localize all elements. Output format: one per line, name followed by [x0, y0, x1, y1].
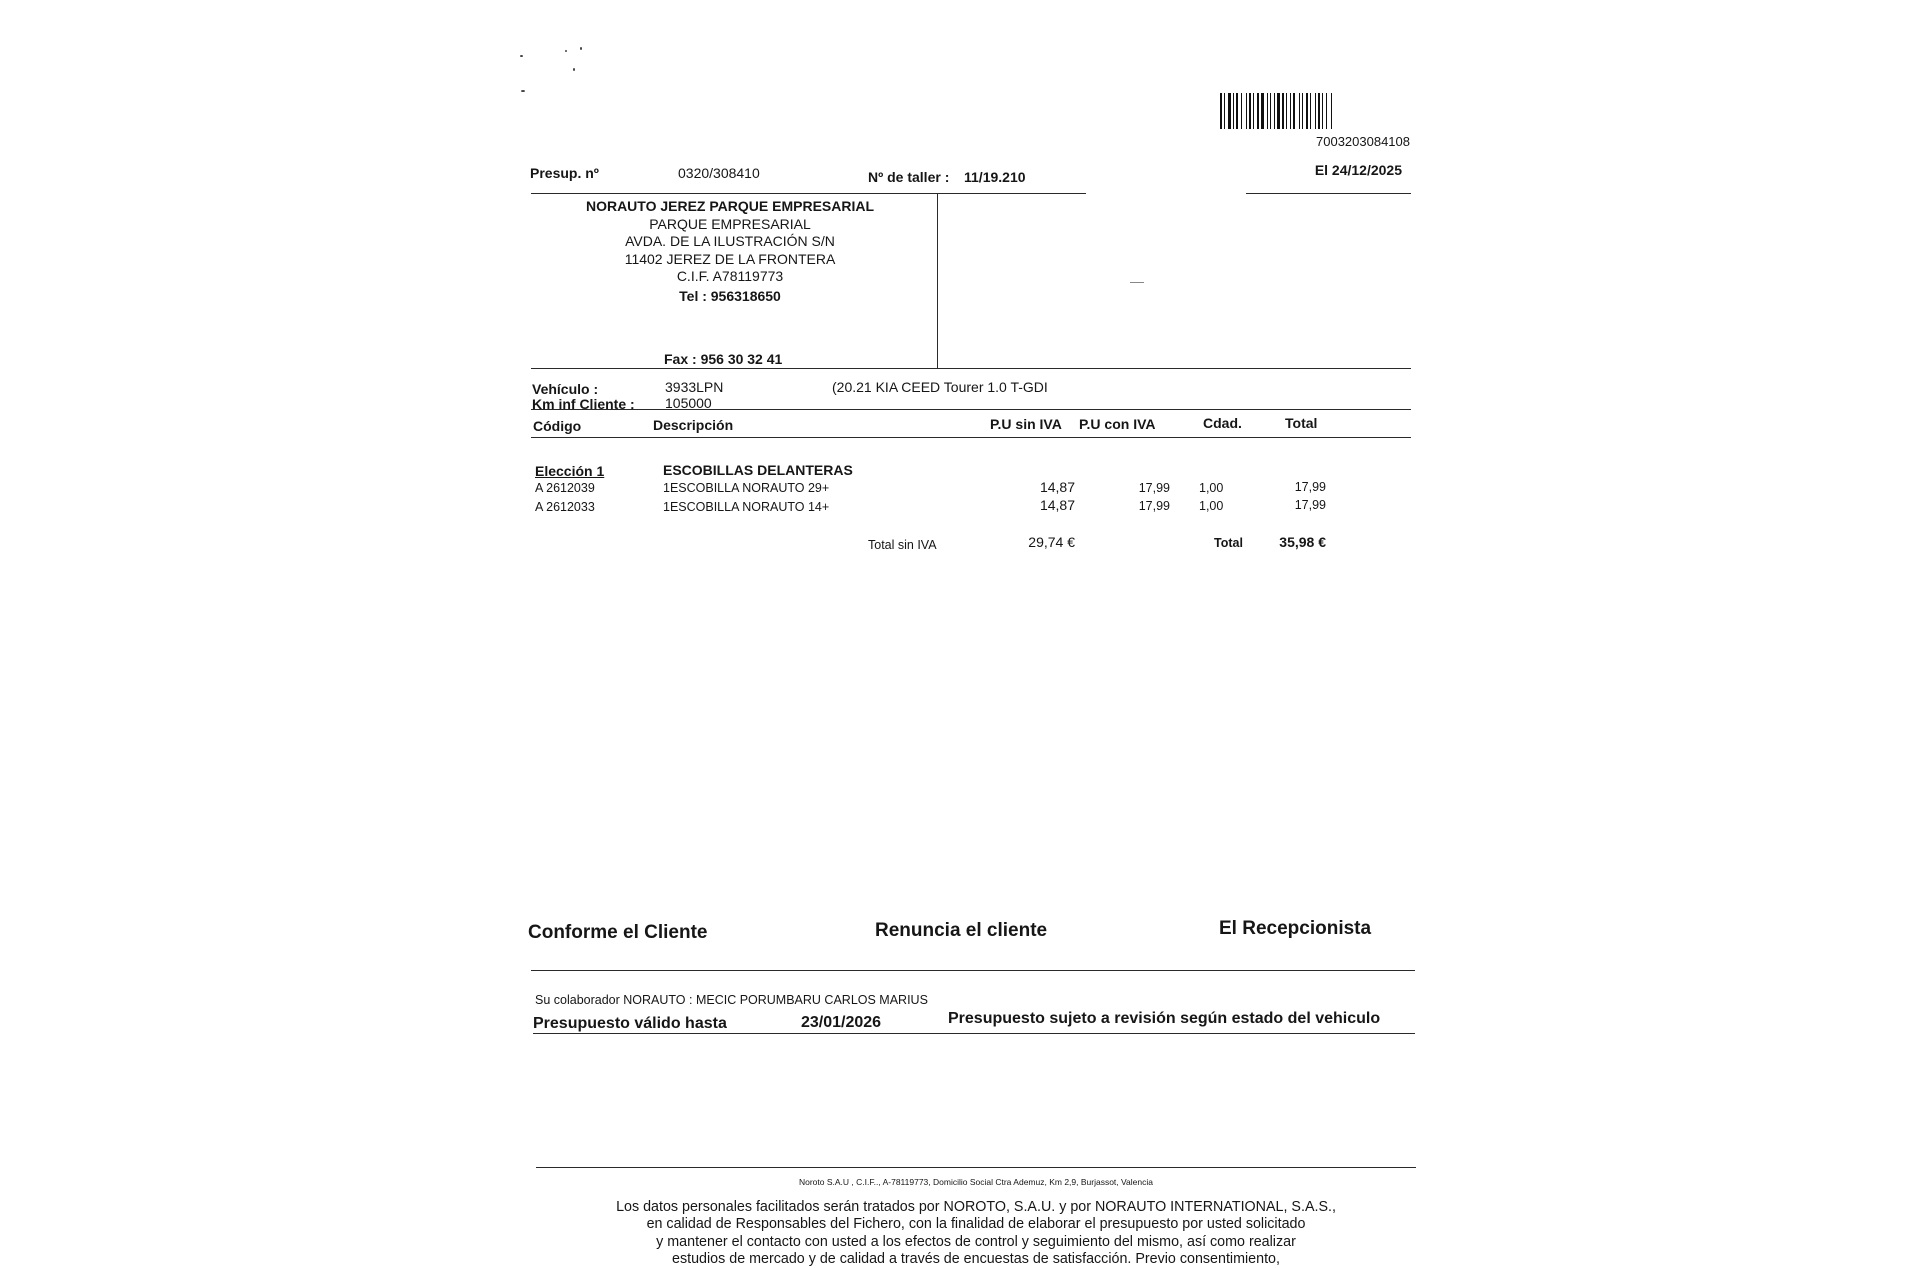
signature-rule [531, 970, 1415, 971]
barcode-bar [1282, 93, 1284, 129]
company-line2: AVDA. DE LA ILUSTRACIÓN S/N [625, 233, 835, 249]
taller-value: 11/19.210 [964, 169, 1026, 185]
barcode-bar [1302, 93, 1303, 129]
barcode-bar [1322, 93, 1323, 129]
col-pu-con: P.U con IVA [1079, 416, 1156, 432]
signature-cliente: Conforme el Cliente [528, 922, 708, 943]
row-desc: 1ESCOBILLA NORAUTO 14+ [663, 500, 830, 514]
barcode-bar [1249, 93, 1251, 129]
validity-date: 23/01/2026 [801, 1014, 882, 1031]
scan-speck [580, 47, 582, 50]
barcode-bar [1326, 93, 1327, 129]
validity-note: Presupuesto sujeto a revisión según estado del vehiculo [948, 1010, 1381, 1027]
company-line3: 11402 JEREZ DE LA FRONTERA [624, 250, 836, 267]
table-row [0, 481, 1920, 498]
barcode-bar [1331, 93, 1332, 129]
company-tel: Tel : 956318650 [679, 287, 781, 304]
barcode [1220, 93, 1410, 131]
validity-rule [533, 1033, 1415, 1034]
row-pu-sin: 14,87 [1039, 479, 1075, 495]
table-header-top-rule [531, 409, 1411, 410]
privacy-line: estudios de mercado y de calidad a través de encuestas de satisfacción. Previo consentimiento, [672, 1250, 1280, 1267]
group-title: ESCOBILLAS DELANTERAS [663, 462, 853, 478]
barcode-number: 7003203084108 [1316, 134, 1410, 149]
col-cdad: Cdad. [1203, 415, 1242, 431]
company-name: NORAUTO JEREZ PARQUE EMPRESARIAL [585, 198, 875, 214]
group-label: Elección 1 [535, 463, 605, 479]
total-sin-iva-label: Total sin IVA [868, 538, 937, 552]
company-divider [937, 193, 938, 368]
barcode-bar [1290, 93, 1291, 129]
barcode-bar [1246, 93, 1247, 129]
col-descripcion: Descripción [653, 417, 734, 433]
header-rule [531, 193, 1086, 194]
row-pu-sin: 14,87 [1039, 497, 1075, 513]
presup-value: 0320/308410 [678, 165, 760, 181]
privacy-line: Los datos personales facilitados serán tratados por NOROTO, S.A.U. y por NORAUTO INTERNATIONAL, S.A.S., [616, 1199, 1336, 1215]
company-fax: Fax : 956 30 32 41 [664, 351, 783, 367]
col-codigo: Código [533, 418, 582, 434]
signature-renuncia: Renuncia el cliente [875, 920, 1048, 941]
barcode-bar [1286, 93, 1287, 129]
scan-speck [573, 68, 575, 71]
km-label: Km inf Cliente : [532, 396, 635, 412]
scan-speck [565, 50, 567, 52]
total-label: Total [1214, 536, 1243, 550]
presup-label: Presup. nº [530, 165, 599, 181]
barcode-bar [1224, 93, 1225, 129]
barcode-bar [1277, 93, 1280, 129]
vehicle-plate: 3933LPN [665, 379, 724, 395]
scan-speck [1130, 282, 1144, 283]
row-total: 17,99 [1294, 498, 1326, 512]
header-rule-right [1246, 193, 1411, 194]
company-cif: C.I.F. A78119773 [676, 268, 784, 284]
barcode-bar [1220, 93, 1222, 129]
privacy-text [536, 1199, 1416, 1268]
barcode-bar [1241, 93, 1242, 129]
signature-recepcionista: El Recepcionista [1219, 918, 1372, 939]
row-code: A 2612039 [535, 481, 595, 495]
barcode-bar [1306, 93, 1308, 129]
barcode-bar [1257, 93, 1259, 129]
privacy-line: en calidad de Responsables del Fichero, con la finalidad de elaborar el presupuesto por usted solicitado [646, 1216, 1306, 1233]
barcode-bar [1315, 93, 1316, 129]
row-pu-con: 17,99 [1138, 499, 1170, 513]
km-value: 105000 [665, 395, 712, 411]
barcode-bar [1233, 93, 1234, 129]
vehicle-model: (20.21 KIA CEED Tourer 1.0 T-GDI [832, 379, 1048, 395]
validity-label: Presupuesto válido hasta [533, 1015, 727, 1032]
barcode-bar [1274, 93, 1275, 129]
scan-speck [521, 90, 525, 92]
footer-legal: Noroto S.A.U , C.I.F.., A-78119773, Domicilio Social Ctra Ademuz, Km 2,9, Burjassot, Valencia [798, 1177, 1153, 1187]
table-header-bottom-rule [531, 437, 1411, 438]
barcode-bar [1293, 93, 1295, 129]
row-pu-con: 17,99 [1138, 481, 1170, 495]
barcode-bar [1261, 93, 1264, 129]
barcode-bar [1267, 93, 1268, 129]
barcode-bar [1318, 93, 1320, 129]
company-block [530, 198, 930, 305]
row-qty: 1,00 [1199, 499, 1224, 513]
barcode-bar [1299, 93, 1300, 129]
collaborator: Su colaborador NORAUTO : MECIC PORUMBARU CARLOS MARIUS [535, 993, 928, 1007]
row-desc: 1ESCOBILLA NORAUTO 29+ [663, 481, 830, 495]
company-line1: PARQUE EMPRESARIAL [649, 215, 811, 232]
row-total: 17,99 [1294, 480, 1326, 494]
col-total: Total [1285, 415, 1318, 431]
scan-speck [520, 55, 523, 57]
barcode-bar [1253, 93, 1254, 129]
barcode-bar [1310, 93, 1311, 129]
privacy-line: y mantener el contacto con usted a los efectos de control y seguimiento del mismo, así como realizar [656, 1233, 1296, 1250]
total-value: 35,98 € [1279, 534, 1326, 550]
vehicle-label: Vehículo : [532, 381, 599, 397]
document-date: El 24/12/2025 [1314, 162, 1402, 178]
col-pu-sin: P.U sin IVA [990, 416, 1062, 432]
row-qty: 1,00 [1199, 481, 1224, 495]
total-sin-iva-value: 29,74 € [1028, 534, 1075, 550]
taller-label: Nº de taller : [868, 169, 950, 185]
table-row [0, 497, 1920, 517]
barcode-bar [1236, 93, 1238, 129]
row-code: A 2612033 [535, 500, 595, 514]
vehicle-top-rule [531, 368, 1411, 369]
footer-rule [536, 1167, 1416, 1168]
barcode-bar [1270, 93, 1271, 129]
barcode-bar [1228, 93, 1231, 129]
